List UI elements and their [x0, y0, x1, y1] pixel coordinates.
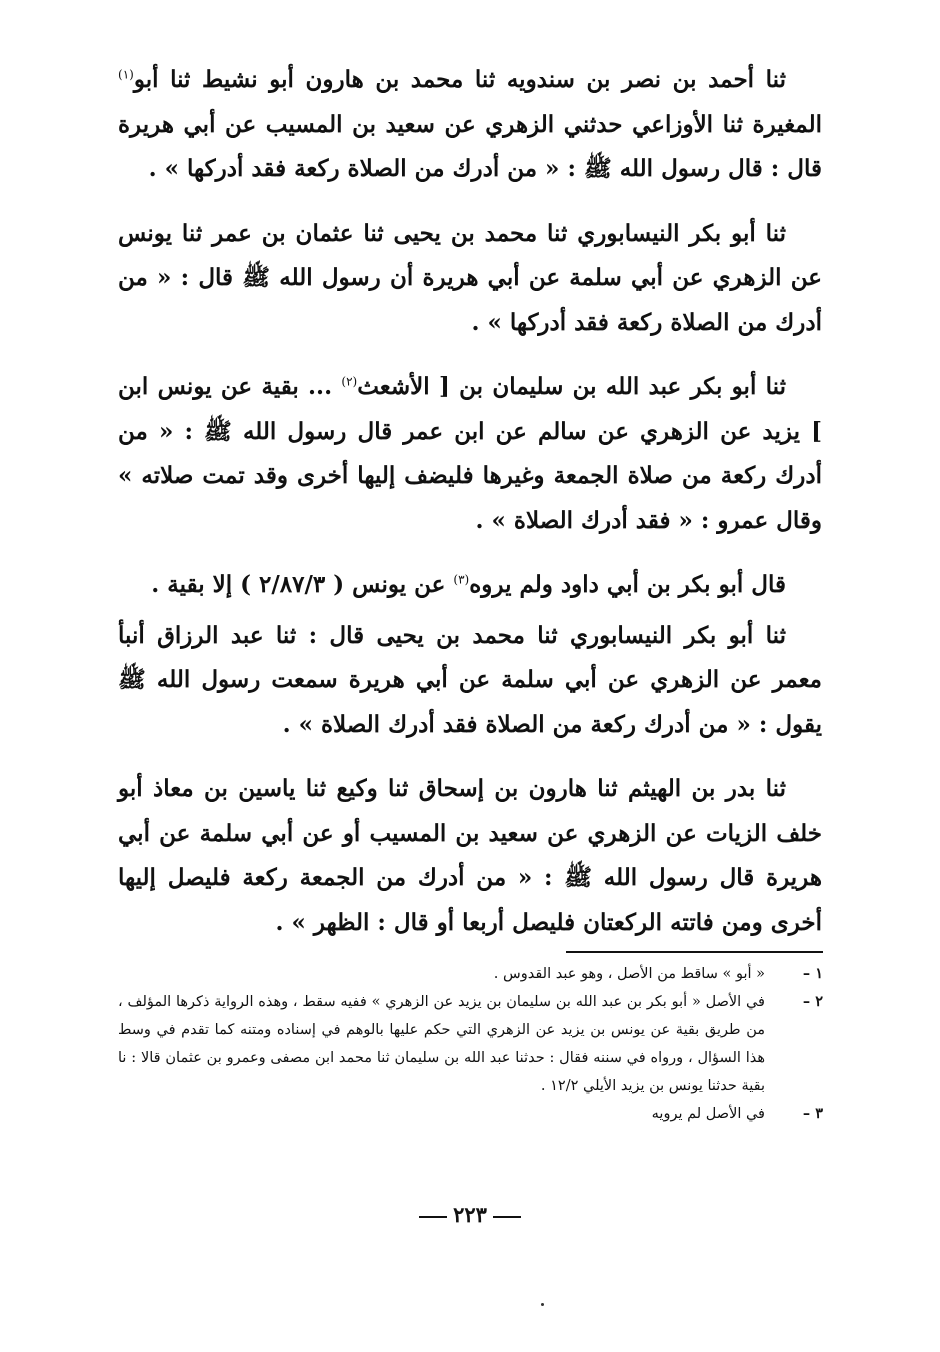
footnote-number: ١ – [802, 965, 823, 982]
main-text [118, 58, 822, 965]
scan-speck [541, 1303, 544, 1306]
footnote-ref-1[interactable]: (١) [118, 67, 134, 82]
paragraph-3 [118, 365, 822, 543]
paragraph-text: عن يونس ( ٢/٨٧/٣ ) إلا بقية . [151, 571, 454, 598]
paragraph-text: ثنا بدر بن الهيثم ثنا هارون بن إسحاق ثنا وكيع ثنا ياسين بن معاذ أبو خلف الزيات عن الزهري عن سعيد بن المسيب أو عن أبي سلمة عن أبي هريرة قال رسول الله ﷺ : « من أدرك من الجمعة ركعة فليصل إليها أخرى ومن فاتته الركعتان فليصل أربعا أو قال : الظهر » . [118, 775, 822, 936]
footnote-1 [118, 960, 823, 988]
footnote-2 [118, 988, 823, 1100]
footnote-text: « أبو » ساقط من الأصل ، وهو عبد القدوس . [493, 966, 765, 982]
paragraph-text: ثنا أبو بكر النيسابوري ثنا محمد بن يحيى قال : ثنا عبد الرزاق أنبأ معمر عن الزهري عن أبي سلمة عن أبي هريرة سمعت رسول الله ﷺ يقول : « من أدرك ركعة من الصلاة فقد أدرك الصلاة » . [118, 621, 822, 738]
footnote-ref-3[interactable]: (٣) [453, 572, 470, 587]
paragraph-6 [118, 767, 822, 945]
paragraph-text: ... بقية عن يونس ابن ] يزيد عن الزهري عن سالم عن ابن عمر قال رسول الله ﷺ : « من أدرك ركعة من صلاة الجمعة وغيرها فليضف إليها أخرى وقد تمت صلاته » وقال عمرو : « فقد أدرك الصلاة » . [118, 373, 822, 534]
page-number-dash [419, 1216, 447, 1218]
paragraph-text: المغيرة ثنا الأوزاعي حدثني الزهري عن سعيد بن المسيب عن أبي هريرة قال : قال رسول الله ﷺ : « من أدرك من الصلاة ركعة فقد أدركها » . [118, 110, 822, 182]
footnotes [118, 960, 823, 1128]
paragraph-2 [118, 212, 822, 346]
page-number-value: ٢٢٣ [453, 1202, 487, 1227]
page-number [0, 1202, 940, 1227]
paragraph-text: ثنا أحمد بن نصر بن سندويه ثنا محمد بن هارون أبو نشيط ثنا أبو [133, 66, 786, 93]
footnote-text: في الأصل لم يرويه [651, 1106, 765, 1122]
paragraph-5 [118, 614, 822, 748]
footnote-number: ٣ – [802, 1105, 823, 1122]
paragraph-text: ثنا أبو بكر عبد الله بن سليمان بن [ الأشعث [357, 373, 786, 400]
footnote-number: ٢ – [802, 993, 823, 1010]
paragraph-1 [118, 58, 822, 192]
page-number-dash [493, 1216, 521, 1218]
paragraph-text: ثنا أبو بكر النيسابوري ثنا محمد بن يحيى ثنا عثمان بن عمر ثنا يونس عن الزهري عن أبي سلمة عن أبي هريرة أن رسول الله ﷺ قال : « من أدرك من الصلاة ركعة فقد أدركها » . [118, 219, 822, 336]
footnote-ref-2[interactable]: (٢) [341, 374, 358, 389]
paragraph-text: قال أبو بكر بن أبي داود ولم يروه [469, 571, 786, 598]
footnote-separator [566, 951, 823, 953]
footnote-text: في الأصل « أبو بكر بن عبد الله بن سليمان بن يزيد عن الزهري » ففيه سقط ، وهذه الرواية ذكرها المؤلف ، من طريق بقية عن يونس بن يزيد عن الزهري التي حكم عليها بالوهم في إسناده ومتنه كما تقدم في وسط هذا السؤال ، ورواه في سننه فقال : حدثنا عبد الله بن سليمان ثنا محمد ابن مصفى وعمرو بن عثمان قالا : نا بقية حدثنا يونس بن يزيد الأيلي ١٢/٢ . [118, 994, 765, 1094]
footnote-3 [118, 1100, 823, 1128]
paragraph-4 [118, 563, 822, 608]
